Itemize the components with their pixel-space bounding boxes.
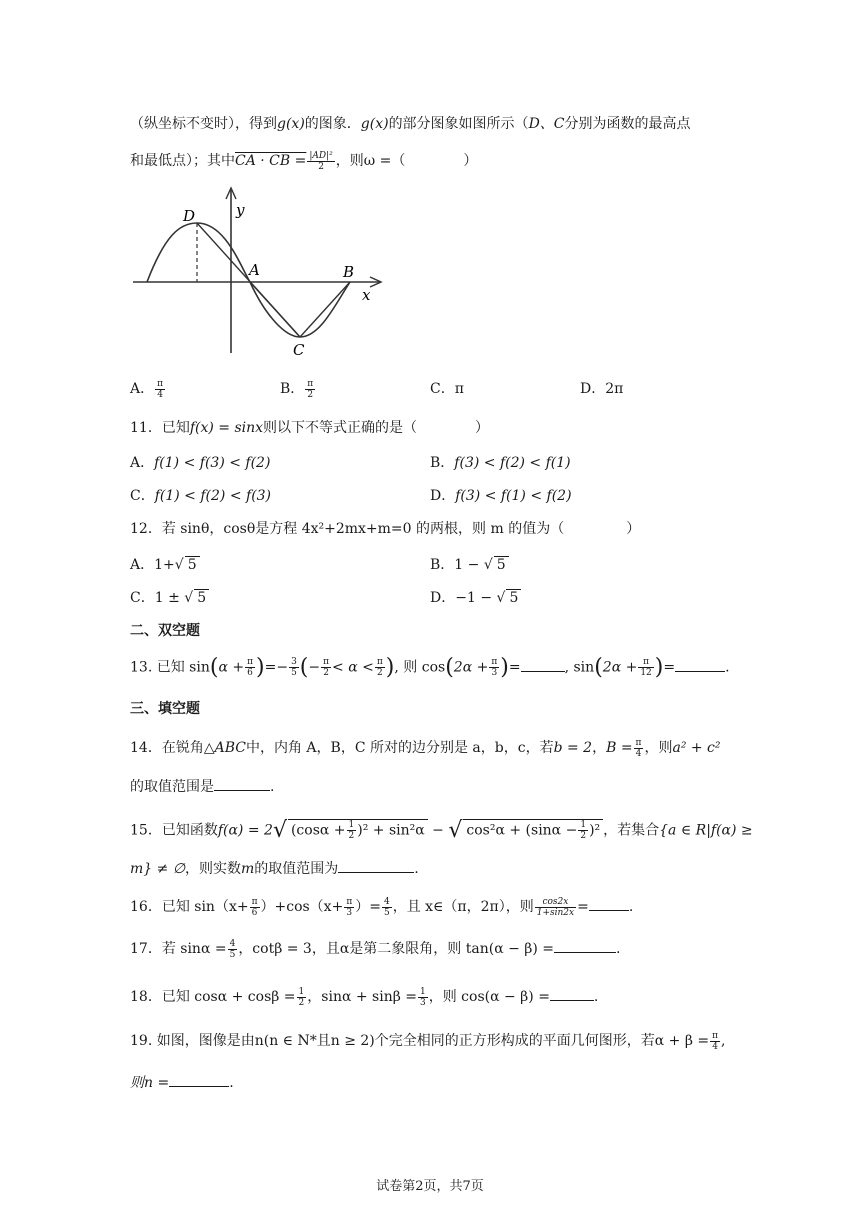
option-text: f(1) < f(3) < f(2) [154,455,271,471]
frac-den: 6 [251,907,258,918]
q10-option-a[interactable] [130,378,166,400]
q11-option-d[interactable] [430,485,572,505]
q14-text: 中，内角 A，B，C 所对的边分别是 a，b，c，若 [245,740,554,756]
q10-text: ，则ω =（ [335,153,406,169]
q14-text: a² + c² [672,740,721,756]
q14-text: 的取值范围是 [130,779,214,795]
q10-text: 分别为函数的最高点 [564,116,691,132]
radical-1 [288,819,428,841]
q13-text: , sin [564,659,595,676]
section-heading-2: 二、双空题 [130,623,200,639]
option-text: f(3) < f(1) < f(2) [455,488,572,504]
q11-option-c[interactable] [130,485,271,505]
frac-den: 4 [712,1041,718,1052]
q14-text: B = [606,740,633,756]
q10-line-1 [130,113,691,133]
q16-text: ，且 x∈（π，2π），则 [392,899,534,915]
q15-text: . [414,861,419,877]
page-footer: 试卷第2页，共7页 [376,1179,484,1194]
option-text: f(3) < f(2) < f(1) [454,455,571,471]
q15-text: ，若集合 [603,822,660,839]
answer-blank[interactable] [554,940,616,953]
q17 [130,938,620,960]
q17-text: ，cotβ = 3，且α是第二象限角，则 tan(α − β) = [238,941,555,957]
q19-line-2 [130,1072,234,1092]
q10-close: ） [463,153,478,169]
frac-num: π [251,896,258,907]
q18-text: ，sinα + sinβ = [307,989,417,1005]
fraction [535,897,576,918]
frac-den: 1+sin2x [536,907,575,918]
frac-num: π [307,378,314,389]
q11-func: f(x) = sinx [189,420,264,436]
q11-option-a[interactable] [130,452,270,472]
frac-num: π [346,896,353,907]
q15-text: {a ∈ R|f(α) ≥ [659,822,753,839]
frac-den: 3 [346,907,353,918]
fraction [289,657,299,678]
q15-text: )² + sin²α [357,822,425,839]
q13-text: 13. 已知 sin [130,659,210,676]
fraction [578,820,588,841]
frac-num: |AD|² [309,150,333,161]
q15-text: (cosα + [290,822,346,839]
radicand: 5 [506,589,521,606]
fraction [375,657,385,678]
frac-den: 2 [348,831,355,841]
answer-blank[interactable] [169,1074,229,1087]
frac-num: π [712,1030,719,1041]
option-letter: A． [130,557,155,573]
q10-text: 的图象． [304,116,361,132]
option-letter: B． [430,557,455,573]
q10-text: 和最低点）；其中 [130,153,235,169]
q15-text: f(α) = 2 [217,822,273,839]
answer-blank[interactable] [214,778,270,791]
frac-num: π [376,657,383,667]
q10-text: （纵坐标不变时），得到 [130,116,277,132]
option-letter: D． [430,488,456,504]
q19-text: 19. 如图，图像是由n(n ∈ N*且n ≥ 2)个完全相同的正方形构成的平面几何图形，若α + β = [130,1033,710,1049]
fraction [245,657,255,678]
q12-stem [130,518,640,538]
q13: 13. 已知 sin(α + $\frac{\pi}{6}$ )=− $\frac{3}{5}$ (− $\frac{\pi}{2}$ < α < $\frac{\pi}{2}$ ), 则 cos(2α + $\frac{\pi}{3}$ )= , sin(2α + $\frac{\pi}{12}$ )= . [130,655,730,680]
q17-text: . [616,941,621,957]
q15-text: 15．已知函数 [130,822,218,839]
frac-den: 12 [640,668,652,678]
q15-text: cos²α + (sinα − [466,822,578,839]
q12-close: ） [626,521,641,537]
option-text: π [454,381,464,397]
frac-num: 1 [580,820,587,830]
q11-text: 则以下不等式正确的是（ [263,420,418,436]
option-letter: D． [580,381,606,397]
q13-text: , 则 cos [394,659,446,676]
answer-blank[interactable] [338,860,414,873]
frac-den: 2 [298,997,305,1008]
q10-option-c[interactable] [430,378,464,398]
segment-ac [250,282,300,337]
q15-text: 的取值范围为 [254,861,339,877]
frac-num: cos2x [535,897,576,908]
fraction [489,657,499,678]
frac-num: π [157,378,164,389]
fraction [250,897,260,918]
q17-text: 17．若 sinα = [130,941,227,957]
frac-den: 2 [323,668,329,678]
segment-cb [300,282,350,337]
q18-text: 18．已知 cosα + cosβ = [130,989,296,1005]
frac-den: 6 [247,668,253,678]
frac-den: 4 [635,748,642,759]
fraction [710,1031,720,1052]
q15-text: ，则实数 [185,861,242,877]
q18-text: ，则 cos(α − β) = [428,989,550,1005]
frac-num: π [635,737,642,748]
frac-den: 2 [307,389,314,400]
fraction [307,151,334,172]
q14-text: ， [592,740,607,756]
q14-text: 14．在锐角△ [130,740,215,756]
q15-line-1: 15．已知函数f(α) = 2√ (cosα + $\frac{1}{2}$ )² + sin²α − √ cos²α + (sinα − $\frac{1}{2}$ )² ，若集合{a ∈ R|f(α) ≥ [130,818,753,843]
g-of-x: g(x) [360,116,389,132]
q13-text: = [663,659,676,676]
q12-text: 12．若 sinθ，cosθ是方程 4x²+2mx+m=0 的两根，则 m 的值为（ [130,521,565,537]
fraction [228,939,238,960]
option-text: −1 − [455,590,497,606]
frac-den: 5 [229,949,236,960]
q18 [130,986,598,1008]
fraction [297,987,307,1008]
q11-text: 11．已知 [130,420,190,436]
q13-text: =− [264,659,289,676]
q10-text: 的部分图象如图所示（ [388,116,529,132]
answer-blank[interactable] [589,898,629,911]
frac-num: 1 [298,986,305,997]
q12-option-a[interactable]: A．1+√ 5 [130,554,200,574]
q16-text: ）= [355,899,381,915]
option-letter: C． [130,590,155,606]
q10-option-b[interactable] [280,378,316,400]
answer-blank[interactable] [521,659,565,672]
q13-text: α + [218,659,245,676]
label-y: y [236,201,245,219]
frac-num: 4 [383,896,390,907]
q13-text: < α < [332,659,374,676]
option-text: 1+ [154,557,175,573]
fraction [418,987,428,1008]
q16-text: = [577,899,589,915]
option-letter: B． [430,455,455,471]
option-letter: A． [130,381,155,397]
frac-num: π [491,657,498,667]
frac-den: 2 [318,161,324,172]
option-text: 1 − [454,557,484,573]
fraction [638,657,653,678]
label-b: B [343,263,355,281]
frac-den: 3 [420,997,426,1008]
label-c: C [293,341,305,359]
sine-graph-figure [125,185,395,360]
q15-text: )² [589,822,601,839]
q14-line-2 [130,776,274,796]
fraction [347,820,357,841]
radicand: 5 [185,556,200,573]
q16-text: ）+cos（x+ [260,899,344,915]
fraction [344,897,354,918]
q13-text: = [508,659,521,676]
radical-2 [463,819,603,841]
radicand: 5 [494,556,509,573]
fraction [634,738,644,759]
dc-label: D、C [528,116,565,132]
frac-num: 1 [348,820,355,830]
q18-text: . [593,989,599,1005]
frac-den: 2 [580,831,587,841]
q14-text: b = 2 [553,740,593,756]
answer-blank[interactable] [550,988,594,1001]
frac-num: 1 [420,986,426,997]
option-letter: D． [430,590,456,606]
frac-den: 3 [491,668,498,678]
q14-text: . [270,779,275,795]
frac-den: 2 [376,668,383,678]
radicand: 5 [194,589,209,606]
q14-line-1 [130,737,721,759]
vector-expr: CA · CB = [235,153,307,169]
option-text: 1 ± [154,590,185,606]
frac-den: 5 [383,907,390,918]
q15-text: m} ≠ ∅ [130,861,186,877]
q19-text: 则n = [130,1075,170,1091]
frac-num: π [638,657,653,668]
q13-text: 2α + [602,659,638,676]
q11-stem [130,417,489,437]
option-letter: C． [130,488,155,504]
q16-text: . [628,899,634,915]
q19-line-1 [130,1030,725,1052]
q12-option-d[interactable]: D．−1 − √ 5 [430,587,521,607]
frac-den: 5 [291,668,297,678]
option-text: f(1) < f(2) < f(3) [154,488,272,504]
label-a: A [249,261,260,279]
option-text: 2π [605,381,624,397]
q19-text: . [229,1075,234,1091]
option-letter: C． [430,381,455,397]
section-heading-3: 三、填空题 [130,701,200,717]
fraction [305,379,315,400]
q13-text: − [308,659,321,676]
label-d: D [183,207,196,225]
fraction [321,657,331,678]
q16-text: 16．已知 sin（x+ [130,899,249,915]
fraction [155,379,165,400]
frac-num: 4 [229,938,236,949]
q13-text: . [725,659,730,676]
q10-option-d[interactable] [580,378,623,398]
q11-option-b[interactable] [430,452,571,472]
fraction [382,897,392,918]
q15-line-2 [130,858,419,878]
option-letter: B． [280,381,305,397]
answer-blank[interactable] [675,659,725,672]
g-of-x: g(x) [277,116,305,132]
frac-num: π [323,657,330,667]
q14-text: ，则 [644,740,673,756]
q14-text: ABC [214,740,246,756]
frac-num: π [247,657,253,667]
q15-text: − [427,822,449,839]
q15-text: m [241,861,255,877]
frac-num: 3 [291,657,297,667]
q12-option-b[interactable]: B．1 − √ 5 [430,554,509,574]
q13-text: 2α + [453,659,489,676]
q10-line-2 [130,150,477,172]
q12-option-c[interactable]: C．1 ± √ 5 [130,587,209,607]
label-x: x [362,286,371,304]
option-letter: A． [130,455,155,471]
q19-text: , [721,1033,726,1049]
q16 [130,896,633,918]
q11-close: ） [475,420,490,436]
frac-den: 4 [157,389,163,400]
